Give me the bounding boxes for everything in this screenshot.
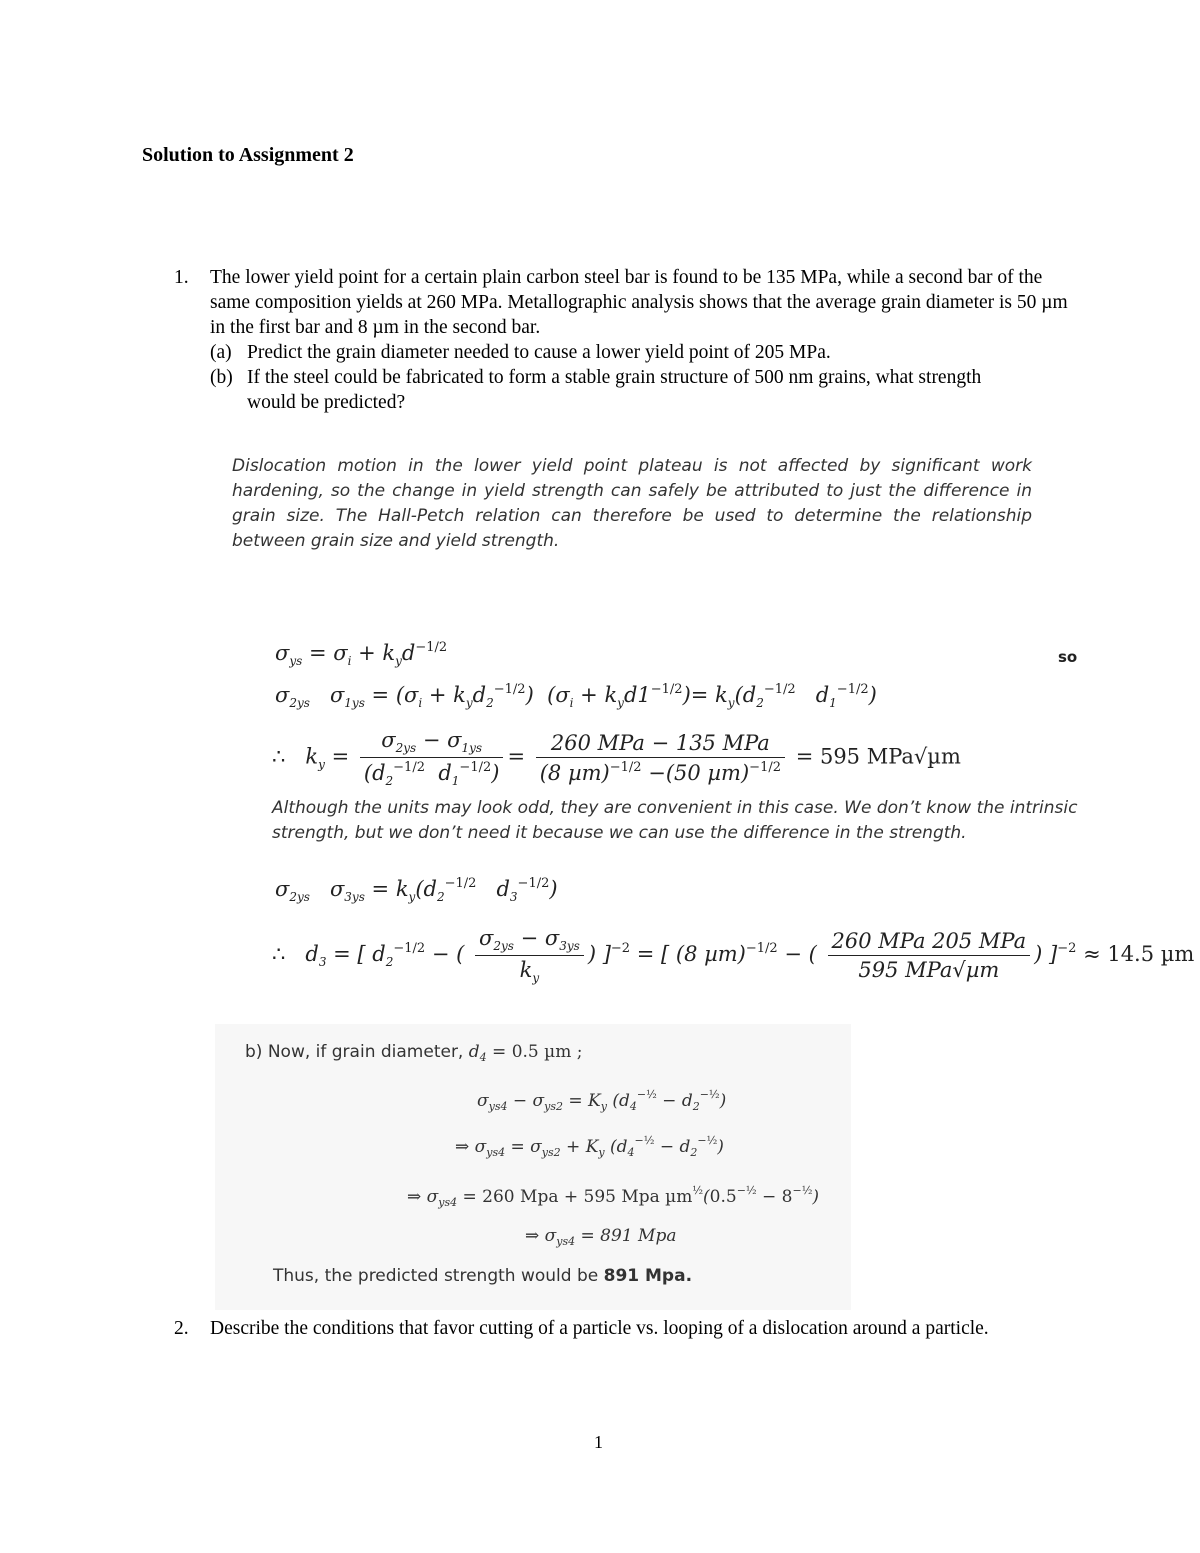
document-title: Solution to Assignment 2 <box>142 144 354 166</box>
question-1a-label: (a) <box>210 342 232 363</box>
d3-symbolic-fraction: $\frac{\sigma_{2ys} - \sigma_{3ys}}{k_y}$ <box>475 926 584 985</box>
ky-result: = 595 MPa√µm <box>795 744 961 769</box>
question-2-text: Describe the conditions that favor cutting of a particle vs. looping of a dislocation around a particle. <box>210 1318 989 1339</box>
question-1b <box>210 365 1040 415</box>
hall-petch-equation: $\sigma_{ys} = \sigma_i + k_yd^{-1/2}$ <box>275 640 448 668</box>
d4-value: 0.5 µm ; <box>511 1042 583 1062</box>
question-1b-text: If the steel could be fabricated to form a stable grain structure of 500 nm grains, what strength would be predicted? <box>247 367 982 413</box>
part-b-intro: b) Now, if grain diameter, $d_4 = 0.5$ µm ; <box>245 1042 583 1064</box>
ky-equation: ∴ $k_y$ = $\frac{\sigma_{2ys} - \sigma_{1ys}}{(d_2^{-1/2} d_1^{-1/2})}$ = $\frac{\text{260 MPa − 135 MPa}}{(8 \mu m)^{-1/2} -(50 \mu m)^{-1/2}}$ = 595 MPa√µm <box>272 728 961 788</box>
question-1-number: 1. <box>174 267 189 288</box>
question-1a-text: Predict the grain diameter needed to cause a lower yield point of 205 MPa. <box>247 342 831 363</box>
units-note: Although the units may look odd, they are convenient in this case. We don’t know the intrinsic strength, but we don’t need it because we can use the difference in the strength. <box>272 798 1078 843</box>
part-b-step-3: ⇒ $\sigma_{ys4} = 260$ Mpa + 595 Mpa $\mu m^{\frac{1}{2}}(0.5^{-\frac{1}{2}} - 8^{-\frac{1}{2}})$ <box>407 1184 820 1209</box>
part-b-conclusion <box>273 1266 692 1286</box>
d3-denominator: 595 MPa√µm <box>858 958 1000 982</box>
d3-result: ≈ 14.5 µm <box>1083 942 1195 966</box>
question-1a <box>210 340 1040 365</box>
part-b-result: = 891 Mpa <box>580 1226 677 1246</box>
d3-numerator: 260 MPa 205 MPa <box>828 929 1031 956</box>
ky-numeric-fraction: $\frac{\text{260 MPa − 135 MPa}}{(8 \mu m)^{-1/2} -(50 \mu m)^{-1/2}}$ <box>536 731 785 785</box>
question-2-number: 2. <box>174 1318 189 1339</box>
part-b-step-4: ⇒ $\sigma_{ys4} = 891$ Mpa <box>525 1226 677 1248</box>
question-1b-label: (b) <box>210 367 233 388</box>
part-b-step-2: ⇒ $\sigma_{ys4} = \sigma_{ys2} + K_y$ $(d_4^{-\frac{1}{2}} - d_2^{-\frac{1}{2}})$ <box>455 1134 724 1159</box>
yield-difference-equation: $\sigma_{2ys}$ $\sigma_{1ys} = (\sigma_i + k_yd_2^{-1/2}) (\sigma_i + k_yd1^{-1/2})= k_y(d_2^{-1/2}$ $d_1^{-1/2}$) <box>275 682 877 710</box>
question-1-text: The lower yield point for a certain plain carbon steel bar is found to be 135 MPa, while a second bar of the same composition yields at 260 MPa. Metallographic analysis shows that the average grain diameter is 50 µm in the first bar and 8 µm in the second bar. <box>210 267 1068 338</box>
d3-equation: ∴ $d_3$ = [ $d_2^{-1/2}$ − ( $\frac{\sigma_{2ys} - \sigma_{3ys}}{k_y}$ ) ]$^{-2}$ = [ (8 µm)$^{-1/2}$ − ( $\frac{\text{260 MPa 205 MPa}}{\text{595 MPa√µm}}$ ) ]$^{-2}$ ≈ 14.5 µm <box>272 926 1195 985</box>
d3-numeric-fraction <box>828 929 1031 982</box>
part-b-step-1: $\sigma_{ys4} - \sigma_{ys2} = K_y$ $(d_4^{-\frac{1}{2}} - d_2^{-\frac{1}{2}})$ <box>477 1088 727 1113</box>
hall-petch-explanation: Dislocation motion in the lower yield point plateau is not affected by significant work hardening, so the change in yield strength can safely be attributed to just the difference in grain size. The Hall-Petch relation can therefore be used to determine the relationship between grain size and yield strength. <box>232 456 1032 551</box>
part-b-step-3-values: = 260 Mpa + 595 Mpa µm <box>462 1187 693 1207</box>
therefore-symbol: ∴ <box>272 744 286 769</box>
d3-difference-equation: $\sigma_{2ys}$ $\sigma_{3ys} = k_y(d_2^{-1/2}$ $d_3^{-1/2}$) <box>275 876 558 904</box>
ky-numerator: 260 MPa − 135 MPa <box>536 731 785 758</box>
part-b-intro-text: b) Now, if grain diameter, <box>245 1042 464 1062</box>
so-label: so <box>1058 648 1078 666</box>
part-b-solution-box <box>215 1024 851 1310</box>
page-number: 1 <box>594 1432 603 1452</box>
part-b-conclusion-text: Thus, the predicted strength would be <box>273 1266 604 1286</box>
part-b-conclusion-value: 891 Mpa. <box>603 1266 693 1286</box>
ky-symbolic-fraction: $\frac{\sigma_{2ys} - \sigma_{1ys}}{(d_2^{-1/2} d_1^{-1/2})}$ <box>360 728 504 788</box>
